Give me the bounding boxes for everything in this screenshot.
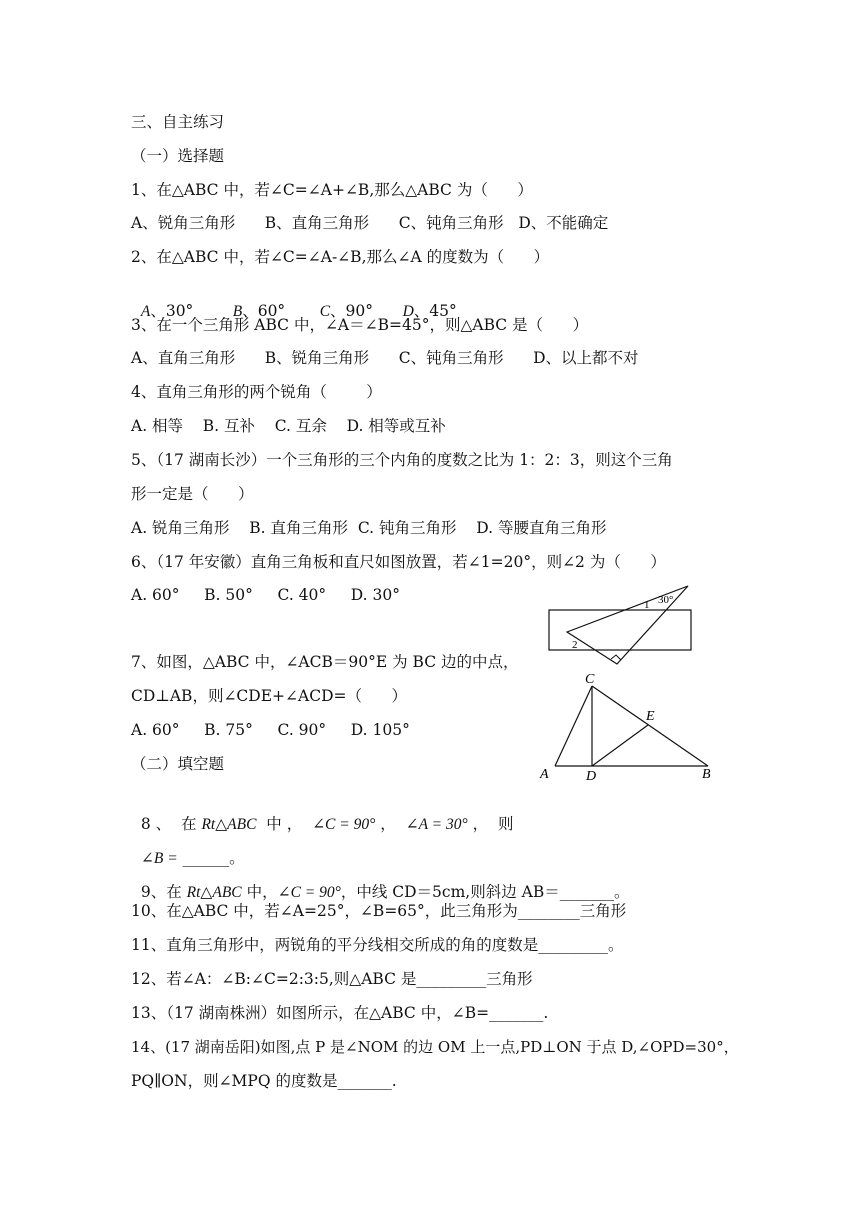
question-10: 10、在△ABC 中，若∠A=25°，∠B=65°，此三角形为________三角形 (131, 902, 627, 920)
option-letter: C (319, 303, 331, 320)
q8-mid1: 中 ， (256, 815, 313, 833)
question-7-stem-line1: 7、如图，△ABC 中，∠ACB＝90°E 为 BC 边的中点， (131, 653, 519, 671)
question-7-figure (535, 670, 725, 785)
right-angle-mark (611, 655, 621, 660)
point-e-label: E (646, 709, 655, 724)
question-11: 11、直角三角形中，两锐角的平分线相交所成的角的度数是_________。 (131, 936, 624, 954)
question-5-options: A. 锐角三角形 B. 直角三角形 C. 钝角三角形 D. 等腰直角三角形 (131, 519, 607, 537)
point-d-label: D (586, 769, 597, 784)
q8-prefix: 8 、 在 (140, 815, 202, 833)
q8-blank: ______。 (177, 849, 245, 867)
vertex-b-label: B (702, 767, 711, 782)
q8-triangle: Rt△ABC (201, 816, 257, 833)
question-14-line2: PQ∥ON，则∠MPQ 的度数是_______. (131, 1072, 397, 1090)
option-value: 、45° (413, 302, 457, 320)
question-5-stem-line2: 形一定是（ ） (131, 485, 254, 503)
question-1-stem: 1、在△ABC 中，若∠C=∠A+∠B,那么△ABC 为（ ） (131, 181, 533, 199)
q8-angle-b: ∠B = (140, 850, 178, 867)
q9-triangle: Rt△ABC (186, 884, 242, 901)
option-letter: D (402, 303, 414, 320)
question-14-line1: 14、(17 湖南岳阳)如图,点 P 是∠NOM 的边 OM 上一点,PD⊥ON 于点 D,∠OPD=30°， (131, 1038, 739, 1056)
question-3-stem: 3、在一个三角形 ABC 中，∠A＝∠B=45°，则△ABC 是（ ） (131, 316, 589, 334)
question-7-options: A. 60° B. 75° C. 90° D. 105° (131, 721, 410, 739)
q8-angle-c: ∠C = 90° (312, 816, 376, 833)
q9-rest: ，中线 CD＝5cm,则斜边 AB＝_______。 (340, 883, 630, 901)
angle-30-label: 30° (658, 594, 674, 606)
option-value: 、30° (150, 302, 194, 320)
vertex-a-label: A (540, 767, 549, 782)
vertex-c-label: C (585, 672, 595, 687)
question-3-options: A、直角三角形 B、锐角三角形 C、钝角三角形 D、以上都不对 (131, 349, 639, 367)
q9-angle: ∠C = 90° (277, 884, 341, 901)
question-1-options: A、锐角三角形 B、直角三角形 C、钝角三角形 D、不能确定 (131, 214, 609, 232)
question-13: 13、（17 湖南株洲）如图所示，在△ABC 中，∠B=_______. (131, 1004, 549, 1022)
section-title: 三、自主练习 (131, 113, 225, 131)
choice-heading: （一）选择题 (131, 147, 225, 165)
option-value: 、60° (242, 302, 286, 320)
question-9 (131, 862, 629, 903)
q9-mid: 中， (241, 883, 278, 901)
question-5-stem-line1: 5、（17 湖南长沙）一个三角形的三个内角的度数之比为 1：2：3，则这个三角 (131, 451, 673, 469)
segment-de (592, 725, 648, 766)
question-2-stem: 2、在△ABC 中，若∠C=∠A-∠B,那么∠A 的度数为（ ） (131, 248, 550, 266)
angle-1-label: 1 (644, 599, 650, 611)
side-ac (555, 686, 592, 766)
question-4-stem: 4、直角三角形的两个锐角（ ） (131, 383, 382, 401)
q9-prefix: 9、在 (140, 883, 187, 901)
option-letter: B (232, 303, 243, 320)
question-6-options: A. 60° B. 50° C. 40° D. 30° (131, 586, 400, 604)
question-4-options: A. 相等 B. 互补 C. 互余 D. 相等或互补 (131, 417, 446, 435)
question-6-figure (545, 578, 695, 668)
question-7-stem-line2: CD⊥AB，则∠CDE+∠ACD=（ ） (131, 687, 408, 705)
question-12: 12、若∠A：∠B:∠C=2:3:5,则△ABC 是_________三角形 (131, 970, 533, 988)
fill-heading: （二）填空题 (131, 755, 225, 773)
angle-2-label: 2 (572, 639, 578, 651)
question-6-stem: 6、（17 年安徽）直角三角板和直尺如图放置，若∠1=20°，则∠2 为（ ） (131, 553, 666, 571)
q8-mid2: ， (375, 815, 406, 833)
q8-end: ， 则 (467, 815, 514, 833)
option-value: 、90° (330, 302, 374, 320)
q8-angle-a: ∠A = 30° (405, 816, 468, 833)
option-letter: A (140, 303, 151, 320)
ruler (549, 610, 691, 650)
